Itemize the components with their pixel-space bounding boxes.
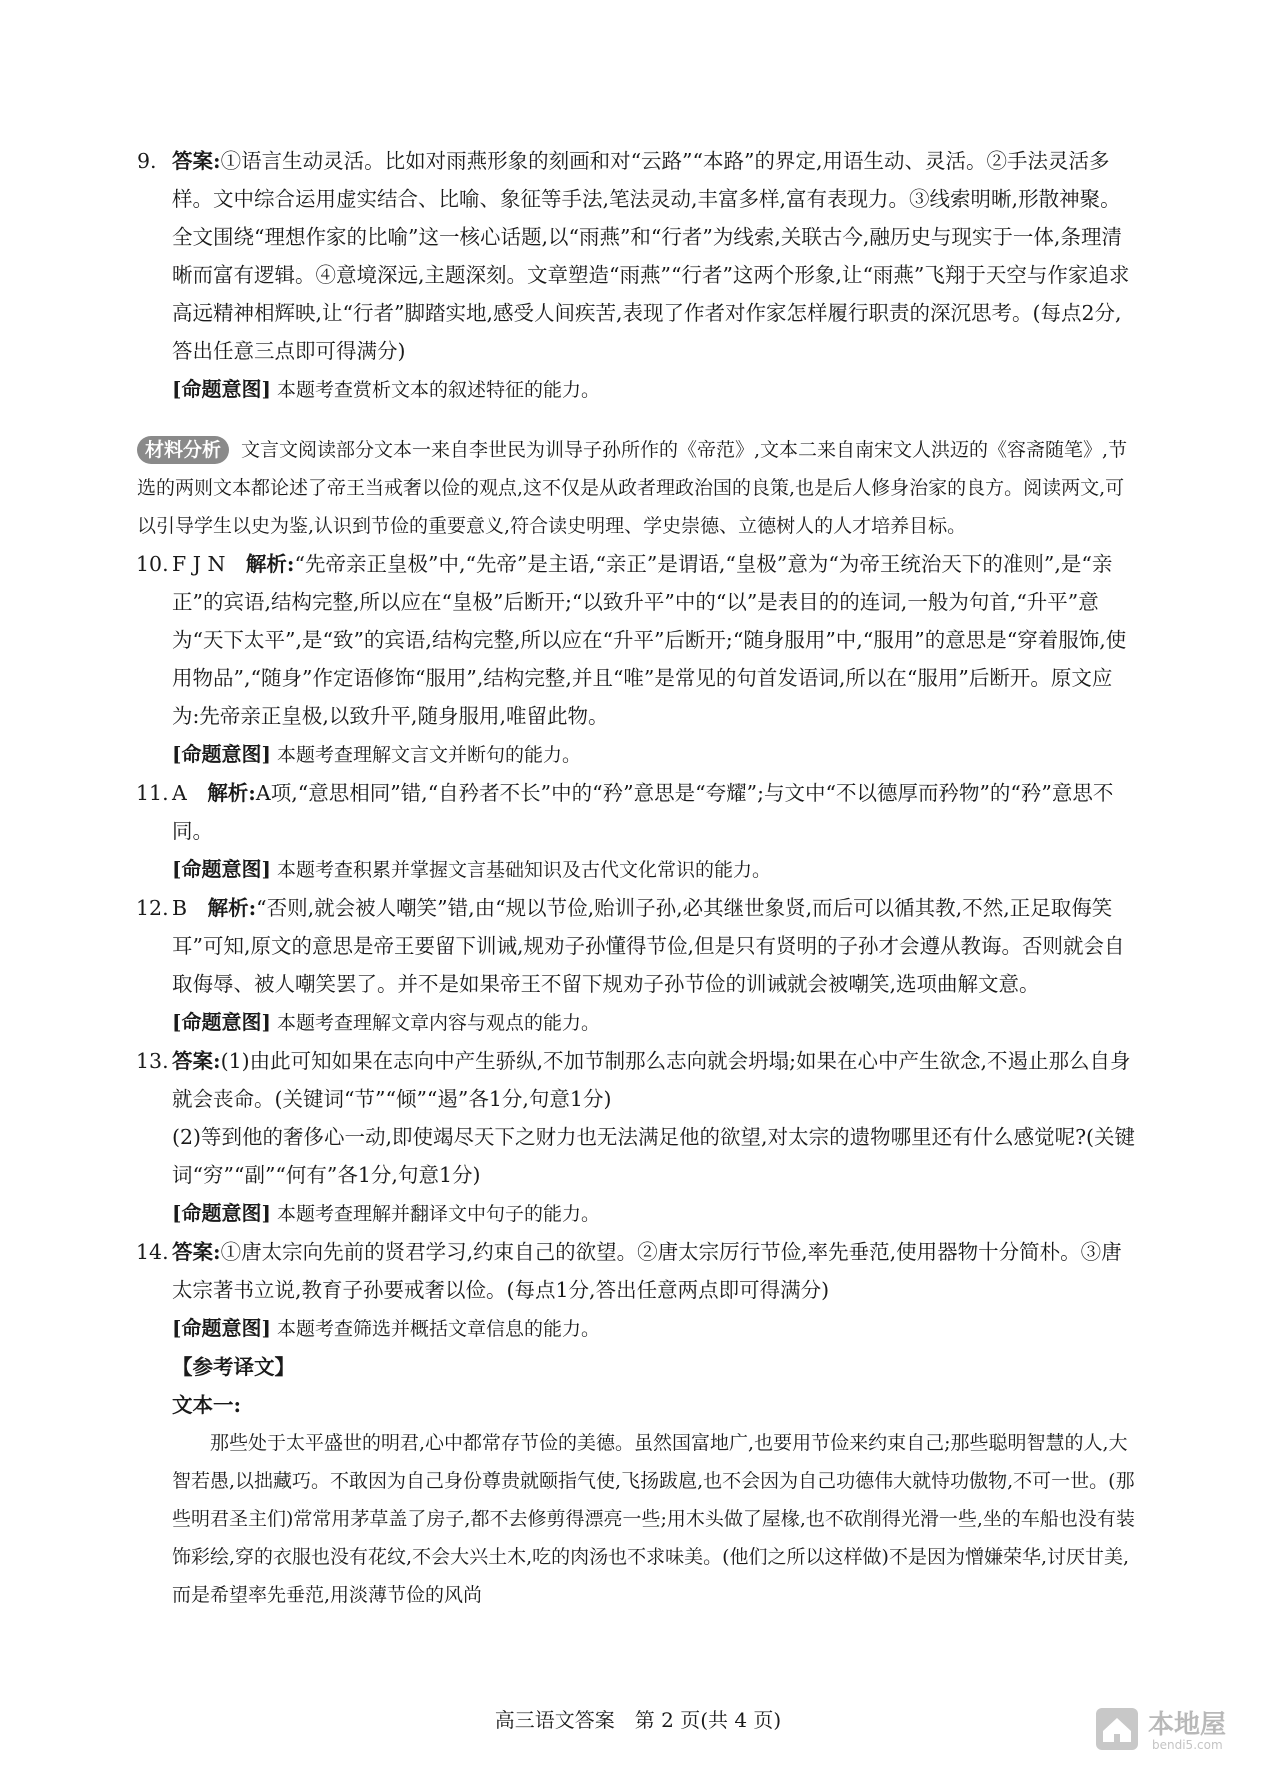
question-12 [137,889,1137,1003]
reference-translation-title: 【参考译文】 [172,1355,295,1379]
intent-9 [137,370,1137,409]
intent-12 [137,1003,1137,1042]
answer-label: 答案: [172,149,221,173]
answer-text: ①唐太宗向先前的贤君学习,约束自己的欲望。②唐太宗厉行节俭,率先垂范,使用器物十分简朴。③唐太宗著书立说,教育子孙要戒奢以俭。(每点1分,答出任意两点即可得满分) [172,1240,1122,1302]
answer-choice: F J N [172,552,226,576]
intent-13 [137,1194,1137,1233]
intent-text: 本题考查理解文言文并断句的能力。 [276,744,581,766]
answer-choice: A [172,781,187,805]
intent-tag: [命题意图] [172,1201,271,1225]
analysis-text: “先帝亲正皇极”中,“先帝”是主语,“亲正”是谓语,“皇极”意为“为帝王统治天下的准则”,是“亲正”的宾语,结构完整,所以应在“皇极”后断开;“以致升平”中的“以”是表目的的连词,一般为句首,“升平”意为“天下太平”,是“致”的宾语,结构完整,所以应在“升平”后断开;“随身服用”中,“服用”的意思是“穿着服饰,使用物品”,“随身”作定语修饰“服用”,结构完整,并且“唯”是常见的句首发语词,所以在“服用”后断开。原文应为:先帝亲正皇极,以致升平,随身服用,唯留此物。 [172,552,1127,728]
intent-tag: [命题意图] [172,377,271,401]
text-one-label: 文本一: [172,1393,242,1417]
question-14 [137,1233,1137,1309]
watermark-text: 本地屋 [1148,1710,1227,1740]
question-number: 10. [136,552,169,576]
question-number: 14. [136,1240,169,1264]
question-number: 11. [136,781,169,805]
analysis-label: 解析: [207,896,257,920]
intent-tag: [命题意图] [172,1316,271,1340]
analysis-text: “否则,就会被人嘲笑”错,由“规以节俭,贻训子孙,必其继世象贤,而后可以循其教,不然,正足取侮笑耳”可知,原文的意思是帝王要留下训诫,规劝子孙懂得节俭,但是只有贤明的子孙才会遵从教诲。否则就会自取侮辱、被人嘲笑罢了。并不是如果帝王不留下规劝子孙节俭的训诫就会被嘲笑,选项曲解文意。 [172,896,1125,996]
material-analysis-text: 文言文阅读部分文本一来自李世民为训导子孙所作的《帝范》,文本二来自南宋文人洪迈的《容斋随笔》,节选的两则文本都论述了帝王当戒奢以俭的观点,这不仅是从政者理政治国的良策,也是后人修身治家的良方。阅读两文,可以引导学生以史为鉴,认识到节俭的重要意义,符合读史明理、学史崇德、立德树人的人才培养目标。 [137,439,1128,537]
answer-choice: B [172,896,188,920]
intent-tag: [命题意图] [172,857,271,881]
material-analysis-badge: 材料分析 [137,436,229,464]
watermark-url: bendi5.com [1152,1738,1223,1752]
intent-11 [137,850,1137,889]
answer-label: 答案: [172,1240,221,1264]
intent-tag: [命题意图] [172,742,271,766]
intent-text: 本题考查理解文章内容与观点的能力。 [276,1012,600,1034]
intent-tag: [命题意图] [172,1010,271,1034]
answer-text: ①语言生动灵活。比如对雨燕形象的刻画和对“云路”“本路”的界定,用语生动、灵活。②手法灵活多样。文中综合运用虚实结合、比喻、象征等手法,笔法灵动,丰富多样,富有表现力。③线索明晰,形散神聚。全文围绕“理想作家的比喻”这一核心话题,以“雨燕”和“行者”为线索,关联古今,融历史与现实于一体,条理清晰而富有逻辑。④意境深远,主题深刻。文章塑造“雨燕”“行者”这两个形象,让“雨燕”飞翔于天空与作家追求高远精神相辉映,让“行者”脚踏实地,感受人间疾苦,表现了作者对作家怎样履行职责的深沉思考。(每点2分,答出任意三点即可得满分) [172,149,1130,363]
page-content [137,142,1137,1614]
question-10 [137,545,1137,735]
intent-text: 本题考查理解并翻译文中句子的能力。 [276,1203,600,1225]
answer-label: 答案: [172,1049,221,1073]
house-icon [1094,1706,1140,1752]
question-number: 12. [136,896,169,920]
watermark [1094,1700,1254,1760]
analysis-text: A项,“意思相同”错,“自矜者不长”中的“矜”意思是“夸耀”;与文中“不以德厚而矜物”的“矜”意思不同。 [172,781,1114,843]
analysis-label: 解析: [207,781,256,805]
question-number: 9. [137,149,157,173]
translation-paragraph: 那些处于太平盛世的明君,心中都常存节俭的美德。虽然国富地广,也要用节俭来约束自己;那些聪明智慧的人,大智若愚,以拙藏巧。不敢因为自己身份尊贵就颐指气使,飞扬跋扈,也不会因为自己功德伟大就恃功傲物,不可一世。(那些明君圣主们)常常用茅草盖了房子,都不去修剪得漂亮一些;用木头做了屋椽,也不砍削得光滑一些,坐的车船也没有装饰彩绘,穿的衣服也没有花纹,不会大兴土木,吃的肉汤也不求味美。(他们之所以这样做)不是因为憎嫌荣华,讨厌甘美,而是希望率先垂范,用淡薄节俭的风尚 [172,1432,1135,1606]
intent-text: 本题考查筛选并概括文章信息的能力。 [276,1318,600,1340]
question-11 [137,774,1137,850]
intent-text: 本题考查积累并掌握文言基础知识及古代文化常识的能力。 [276,859,771,881]
question-13 [137,1042,1137,1194]
question-number: 13. [136,1049,169,1073]
intent-14 [137,1309,1137,1348]
analysis-label: 解析: [245,552,295,576]
question-9 [137,142,1137,370]
page-footer: 高三语文答案 第 2 页(共 4 页) [494,1708,782,1732]
answer-part-2: (2)等到他的奢侈心一动,即使竭尽天下之财力也无法满足他的欲望,对太宗的遗物哪里还有什么感觉呢?(关键词“穷”“副”“何有”各1分,句意1分) [172,1125,1136,1187]
intent-text: 本题考查赏析文本的叙述特征的能力。 [276,379,600,401]
intent-10 [137,735,1137,774]
material-analysis [137,431,1137,545]
answer-part-1: (1)由此可知如果在志向中产生骄纵,不加节制那么志向就会坍塌;如果在心中产生欲念,不遏止那么自身就会丧命。(关键词“节”“倾”“遏”各1分,句意1分) [172,1049,1131,1111]
